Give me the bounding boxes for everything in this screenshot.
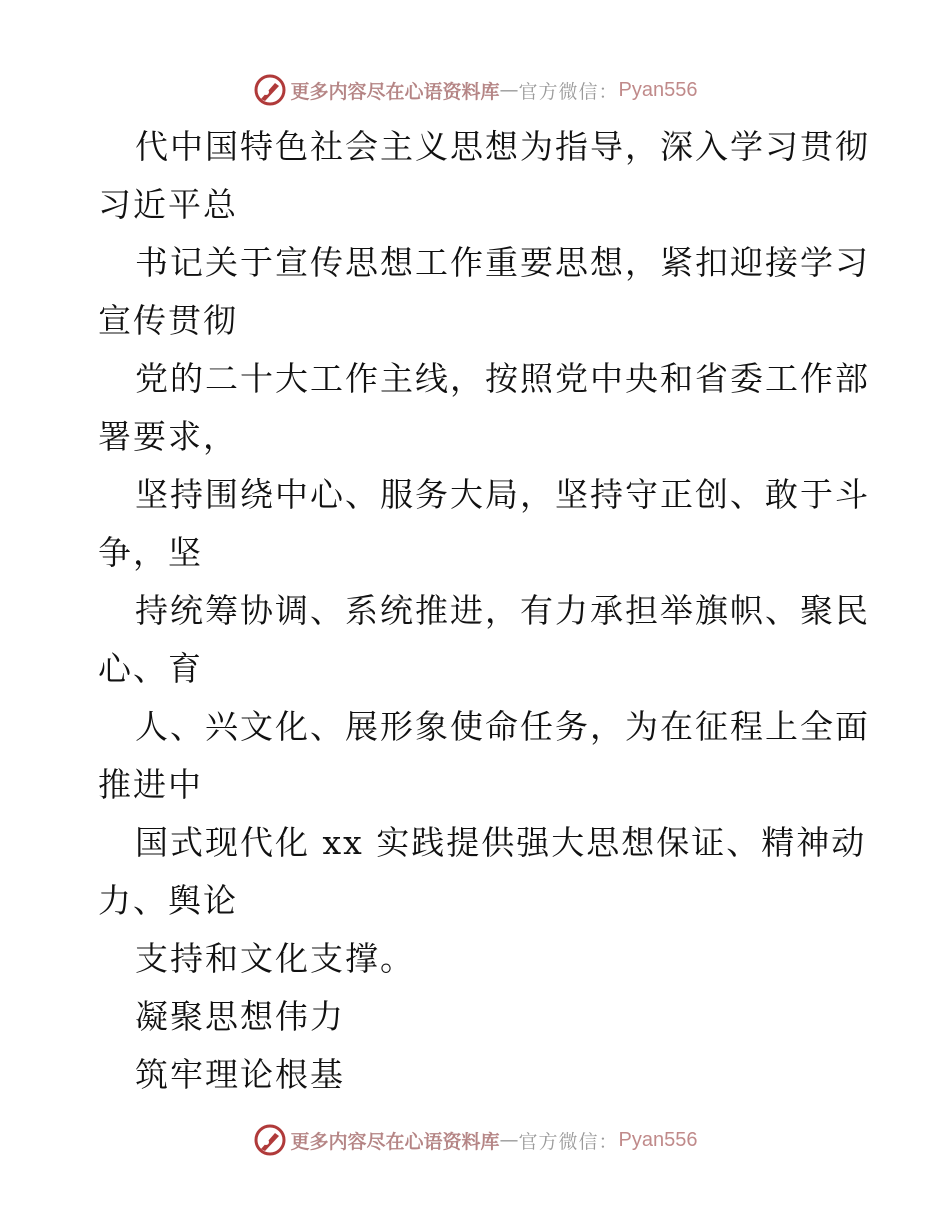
footer-banner-dash: — <box>499 1129 519 1151</box>
body-line: 筑牢理论根基 <box>135 1055 345 1094</box>
body-line: 持统筹协调、系统推进，有力承担举旗帜、聚民 <box>135 591 870 630</box>
body-line: 争，坚 <box>98 533 203 572</box>
body-line: 宣传贯彻 <box>98 301 238 340</box>
header-banner <box>0 70 950 110</box>
body-line: 代中国特色社会主义思想为指导，深入学习贯彻 <box>135 127 870 166</box>
footer-banner <box>0 1120 950 1160</box>
body-line: 心、育 <box>98 649 203 688</box>
header-banner-main-text: 更多内容尽在心语资料库 <box>290 80 500 103</box>
body-line: 凝聚思想伟力 <box>135 997 345 1036</box>
body-line: 国式现代化 xx 实践提供强大思想保证、精神动 <box>135 823 867 862</box>
body-line: 党的二十大工作主线，按照党中央和省委工作部 <box>135 359 870 398</box>
header-banner-dash: — <box>499 79 519 101</box>
document-body <box>98 118 870 1104</box>
footer-banner-sub-text: 官方微信： <box>518 1130 619 1153</box>
pen-logo-icon <box>253 1123 287 1157</box>
body-line: 坚持围绕中心、服务大局，坚持守正创、敢于斗 <box>135 475 870 514</box>
body-line: 习近平总 <box>98 185 238 224</box>
body-line: 支持和文化支撑。 <box>135 939 415 978</box>
header-banner-id: Pyan556 <box>618 78 698 101</box>
pen-logo-icon <box>253 73 287 107</box>
header-banner-inner <box>253 73 698 107</box>
header-banner-sub-text: 官方微信： <box>518 80 619 103</box>
body-line: 人、兴文化、展形象使命任务，为在征程上全面 <box>135 707 870 746</box>
body-line: 力、舆论 <box>98 881 238 920</box>
body-line: 书记关于宣传思想工作重要思想，紧扣迎接学习 <box>135 243 870 282</box>
footer-banner-inner <box>253 1123 698 1157</box>
body-line: 推进中 <box>98 765 203 804</box>
body-line: 署要求， <box>98 417 238 456</box>
footer-banner-id: Pyan556 <box>618 1128 698 1151</box>
footer-banner-main-text: 更多内容尽在心语资料库 <box>290 1130 500 1153</box>
